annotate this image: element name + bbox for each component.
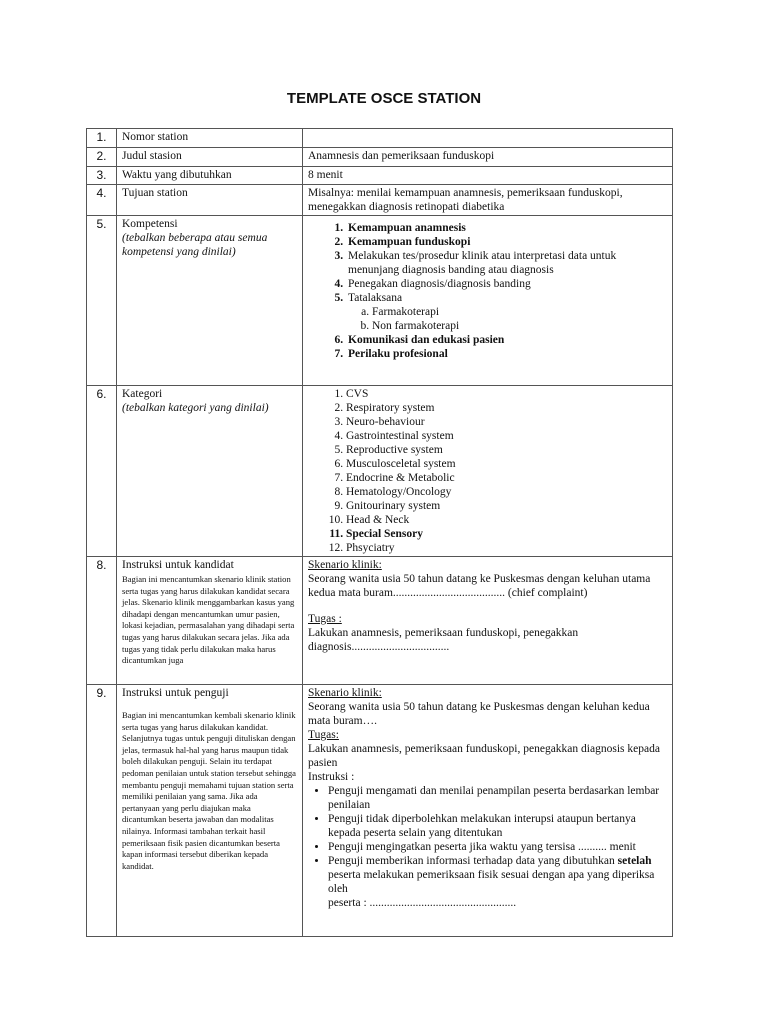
instruction-list <box>308 784 667 910</box>
task-text: Lakukan anamnesis, pemeriksaan funduskopi, penegakkan diagnosis kepada pasien <box>308 743 660 769</box>
sub-list <box>348 305 667 333</box>
list-item: 12. Phsyciatry <box>346 541 667 555</box>
row-number: 4. <box>87 185 117 216</box>
list-item: 6. Musculosceletal system <box>346 457 667 471</box>
row-number: 3. <box>87 167 117 185</box>
list-item-label: Tatalaksana <box>348 292 403 304</box>
scenario-text: Seorang wanita usia 50 tahun datang ke Puskesmas dengan keluhan kedua mata buram…. <box>308 701 650 727</box>
list-item: 2. Kemampuan funduskopi <box>346 235 667 249</box>
row-value: Misalnya: menilai kemampuan anamnesis, pemeriksaan funduskopi, menegakkan diagnosis retinopati diabetika <box>303 185 673 216</box>
list-item: 4. Penegakan diagnosis/diagnosis banding <box>346 277 667 291</box>
row-label: Instruksi untuk penguji <box>122 687 229 699</box>
table-row <box>87 185 673 216</box>
row-label: Instruksi untuk kandidat <box>122 559 234 571</box>
list-item: 7. Endocrine & Metabolic <box>346 471 667 485</box>
table-row <box>87 129 673 148</box>
list-item: 5. Reproductive system <box>346 443 667 457</box>
scenario-text: Seorang wanita usia 50 tahun datang ke Puskesmas dengan keluhan utama kedua mata buram....................................... (chief complaint) <box>308 573 651 599</box>
list-item: • Penguji tidak diperbolehkan melakukan interupsi ataupun bertanya kepada peserta selain yang ditentukan <box>328 812 667 840</box>
table-row <box>87 685 673 937</box>
scenario-label: Skenario klinik: <box>308 559 382 571</box>
row-number: 1. <box>87 129 117 148</box>
list-item <box>346 291 667 333</box>
list-item: 10. Head & Neck <box>346 513 667 527</box>
row-label: Nomor station <box>117 129 303 148</box>
list-item: 7. Perilaku profesional <box>346 347 667 361</box>
list-item <box>328 854 667 910</box>
list-item: 11. Special Sensory <box>346 527 667 541</box>
list-item: b. Non farmakoterapi <box>372 319 667 333</box>
row-number: 8. <box>87 557 117 685</box>
row-note: Bagian ini mencantumkan skenario klinik station serta tugas yang harus dilakukan kandidat secara jelas. Skenario klinik menggambarkan kasus yang dihadapi dengan mencantumkan umur pasien, lokasi kejadian, permasalahan yang dihadapi serta tugas yang harus dilakukan secara jelas. Jika ada tugas yang tidak perlu dilakukan maka harus dicantumkan juga <box>122 574 295 666</box>
task-label: Tugas : <box>308 613 342 625</box>
osce-template-table <box>86 128 673 937</box>
list-item: • Penguji mengingatkan peserta jika waktu yang tersisa .......... menit <box>328 840 667 854</box>
row-number: 2. <box>87 148 117 167</box>
list-item: 3. Melakukan tes/prosedur klinik atau interpretasi data untuk menunjang diagnosis banding atau diagnosis <box>346 249 667 277</box>
table-row <box>87 216 673 386</box>
row-label: Tujuan station <box>117 185 303 216</box>
row-number: 5. <box>87 216 117 386</box>
document-title: TEMPLATE OSCE STATION <box>286 90 482 107</box>
row-number: 6. <box>87 386 117 557</box>
list-item: 2. Respiratory system <box>346 401 667 415</box>
instruction-label: Instruksi : <box>308 771 355 783</box>
list-item: 8. Hematology/Oncology <box>346 485 667 499</box>
table-row <box>87 557 673 685</box>
category-list <box>308 387 667 555</box>
list-item-text: peserta : ................................................... <box>328 897 517 909</box>
scenario-label: Skenario klinik: <box>308 687 382 699</box>
list-item: 4. Gastrointestinal system <box>346 429 667 443</box>
row-label: Judul stasion <box>117 148 303 167</box>
list-item: 1. CVS <box>346 387 667 401</box>
row-label: Waktu yang dibutuhkan <box>117 167 303 185</box>
list-item-text: peserta melakukan pemeriksaan fisik sesuai dengan apa yang diperiksa oleh <box>328 869 655 895</box>
table-row <box>87 148 673 167</box>
row-value: Anamnesis dan pemeriksaan funduskopi <box>303 148 673 167</box>
list-item-text: Penguji memberikan informasi terhadap data yang dibutuhkan <box>328 855 618 867</box>
emphasis-text: setelah <box>617 855 652 867</box>
table-row <box>87 386 673 557</box>
competency-list <box>322 221 667 361</box>
list-item: 9. Gnitourinary system <box>346 499 667 513</box>
list-item: 3. Neuro-behaviour <box>346 415 667 429</box>
row-note: (tebalkan kategori yang dinilai) <box>122 402 269 414</box>
row-note: (tebalkan beberapa atau semua kompetensi yang dinilai) <box>122 232 268 258</box>
task-text: Lakukan anamnesis, pemeriksaan funduskopi, penegakkan diagnosis.................................. <box>308 627 579 653</box>
row-note: Bagian ini mencantumkan kembali skenario klinik serta tugas yang harus dilakukan kandidat. Selanjutnya tugas untuk penguji dituliskan dengan jelas, termasuk hal-hal yang harus maupun tidak boleh dilakukan penguji. Selain itu terdapat pedoman penilaian untuk station tersebut sehingga membantu penguji memahami tujuan station serta memiliki penilaian yang sama. Jika ada pertanyaan yang perlu diajukan maka dicantumkan beserta jawaban dan modalitas nilainya. Informasi tambahan terkait hasil pemeriksaan fisik pasien dicantumkan beserta kapan informasi tersebut diberikan kepada kandidat. <box>122 710 296 871</box>
row-label: Kompetensi <box>122 218 178 230</box>
list-item: • Penguji mengamati dan menilai penampilan peserta berdasarkan lembar penilaian <box>328 784 667 812</box>
table-row <box>87 167 673 185</box>
list-item: 1. Kemampuan anamnesis <box>346 221 667 235</box>
row-number: 9. <box>87 685 117 937</box>
task-label: Tugas: <box>308 729 339 741</box>
list-item: a. Farmakoterapi <box>372 305 667 319</box>
row-label: Kategori <box>122 388 163 400</box>
row-value <box>303 129 673 148</box>
list-item: 6. Komunikasi dan edukasi pasien <box>346 333 667 347</box>
row-value: 8 menit <box>303 167 673 185</box>
